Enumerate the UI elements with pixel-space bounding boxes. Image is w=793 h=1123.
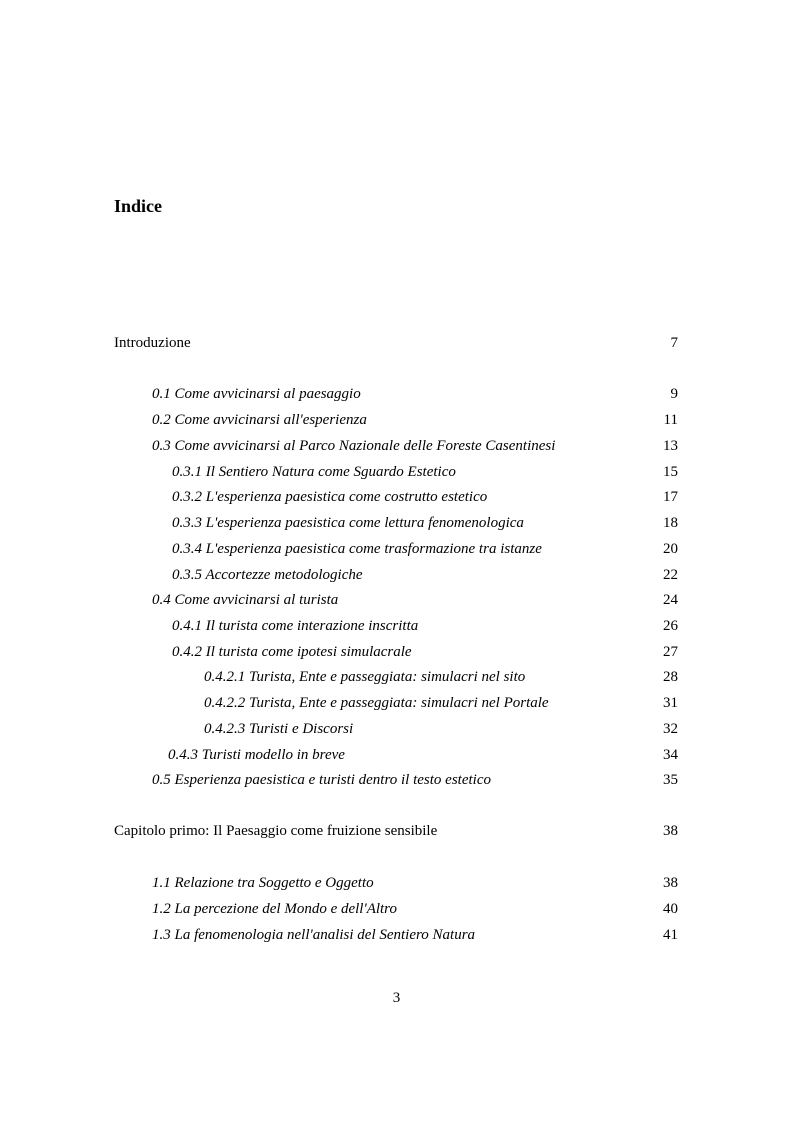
toc-entry-label: 0.4.1 Il turista come interazione inscritta: [172, 618, 419, 634]
toc-entry-label: 0.3.3 L'esperienza paesistica come lettura fenomenologica: [172, 515, 524, 531]
toc-entry-page: 38: [663, 875, 678, 891]
toc-entry: [0, 538, 793, 560]
toc-entry-label: 0.4.2 Il turista come ipotesi simulacrale: [172, 644, 412, 660]
toc-entry-label: 1.1 Relazione tra Soggetto e Oggetto: [152, 875, 374, 891]
toc-entry-page: 35: [663, 772, 678, 788]
toc-entry: [0, 820, 793, 842]
toc-entry-page: 13: [663, 438, 678, 454]
toc-entry: [0, 409, 793, 431]
toc-entry: [0, 512, 793, 534]
toc-entry-page: 15: [663, 464, 678, 480]
toc-entry: [0, 564, 793, 586]
toc-entry-label: 0.1 Come avvicinarsi al paesaggio: [152, 386, 361, 402]
toc-entry-label: 0.3.4 L'esperienza paesistica come trasformazione tra istanze: [172, 541, 542, 557]
toc-entry: [0, 589, 793, 611]
toc-entry: [0, 924, 793, 946]
toc-entry-label: Capitolo primo: Il Paesaggio come fruizione sensibile: [114, 823, 438, 839]
toc-entry: [0, 641, 793, 663]
toc-entry-page: 38: [663, 823, 678, 839]
toc-entry-label: 0.3.5 Accortezze metodologiche: [172, 567, 363, 583]
toc-entry-label: 0.3 Come avvicinarsi al Parco Nazionale delle Foreste Casentinesi: [152, 438, 556, 454]
toc-entry-label: 1.3 La fenomenologia nell'analisi del Sentiero Natura: [152, 927, 476, 943]
toc-entry: [0, 615, 793, 637]
toc-entry-page: 24: [663, 592, 678, 608]
toc-entry: [0, 332, 793, 354]
toc-entry-label: 1.2 La percezione del Mondo e dell'Altro: [152, 901, 397, 917]
toc-entry: [0, 872, 793, 894]
toc-entry-page: 28: [663, 669, 678, 685]
toc-entry: [0, 486, 793, 508]
toc-entry-page: 18: [663, 515, 678, 531]
toc-entry: [0, 744, 793, 766]
toc-entry-page: 7: [670, 335, 678, 351]
toc-entry-label: Introduzione: [114, 335, 191, 351]
toc-entry-page: 41: [663, 927, 678, 943]
toc-entry-page: 17: [663, 489, 678, 505]
toc-entry-page: 11: [663, 412, 678, 428]
toc-entry: [0, 383, 793, 405]
toc-entry: [0, 718, 793, 740]
toc-entry-page: 9: [670, 386, 678, 402]
toc-entry: [0, 666, 793, 688]
toc-entry-page: 20: [663, 541, 678, 557]
toc-entry-page: 31: [663, 695, 678, 711]
page-number: 3: [392, 990, 401, 1006]
toc-entry-label: 0.3.1 Il Sentiero Natura come Sguardo Estetico: [172, 464, 456, 480]
toc-entry-label: 0.4.2.2 Turista, Ente e passeggiata: simulacri nel Portale: [204, 695, 549, 711]
toc-entry-page: 34: [663, 747, 678, 763]
toc-entry-label: 0.4 Come avvicinarsi al turista: [152, 592, 339, 608]
toc-entry: [0, 769, 793, 791]
toc-entry-label: 0.4.2.1 Turista, Ente e passeggiata: simulacri nel sito: [204, 669, 526, 685]
toc-entry-label: 0.4.2.3 Turisti e Discorsi: [204, 721, 354, 737]
toc-entry-page: 27: [663, 644, 678, 660]
toc-entry: [0, 461, 793, 483]
toc-entry-label: 0.4.3 Turisti modello in breve: [168, 747, 345, 763]
toc-entry-label: 0.5 Esperienza paesistica e turisti dentro il testo estetico: [152, 772, 491, 788]
toc-entry-page: 32: [663, 721, 678, 737]
toc-entry-page: 22: [663, 567, 678, 583]
toc-entry: [0, 692, 793, 714]
toc-entry-page: 40: [663, 901, 678, 917]
toc-entry: [0, 898, 793, 920]
toc-entry-label: 0.2 Come avvicinarsi all'esperienza: [152, 412, 367, 428]
toc-entry: [0, 435, 793, 457]
toc-entry-page: 26: [663, 618, 678, 634]
toc-entry-label: 0.3.2 L'esperienza paesistica come costrutto estetico: [172, 489, 488, 505]
page-title: Indice: [114, 196, 163, 216]
